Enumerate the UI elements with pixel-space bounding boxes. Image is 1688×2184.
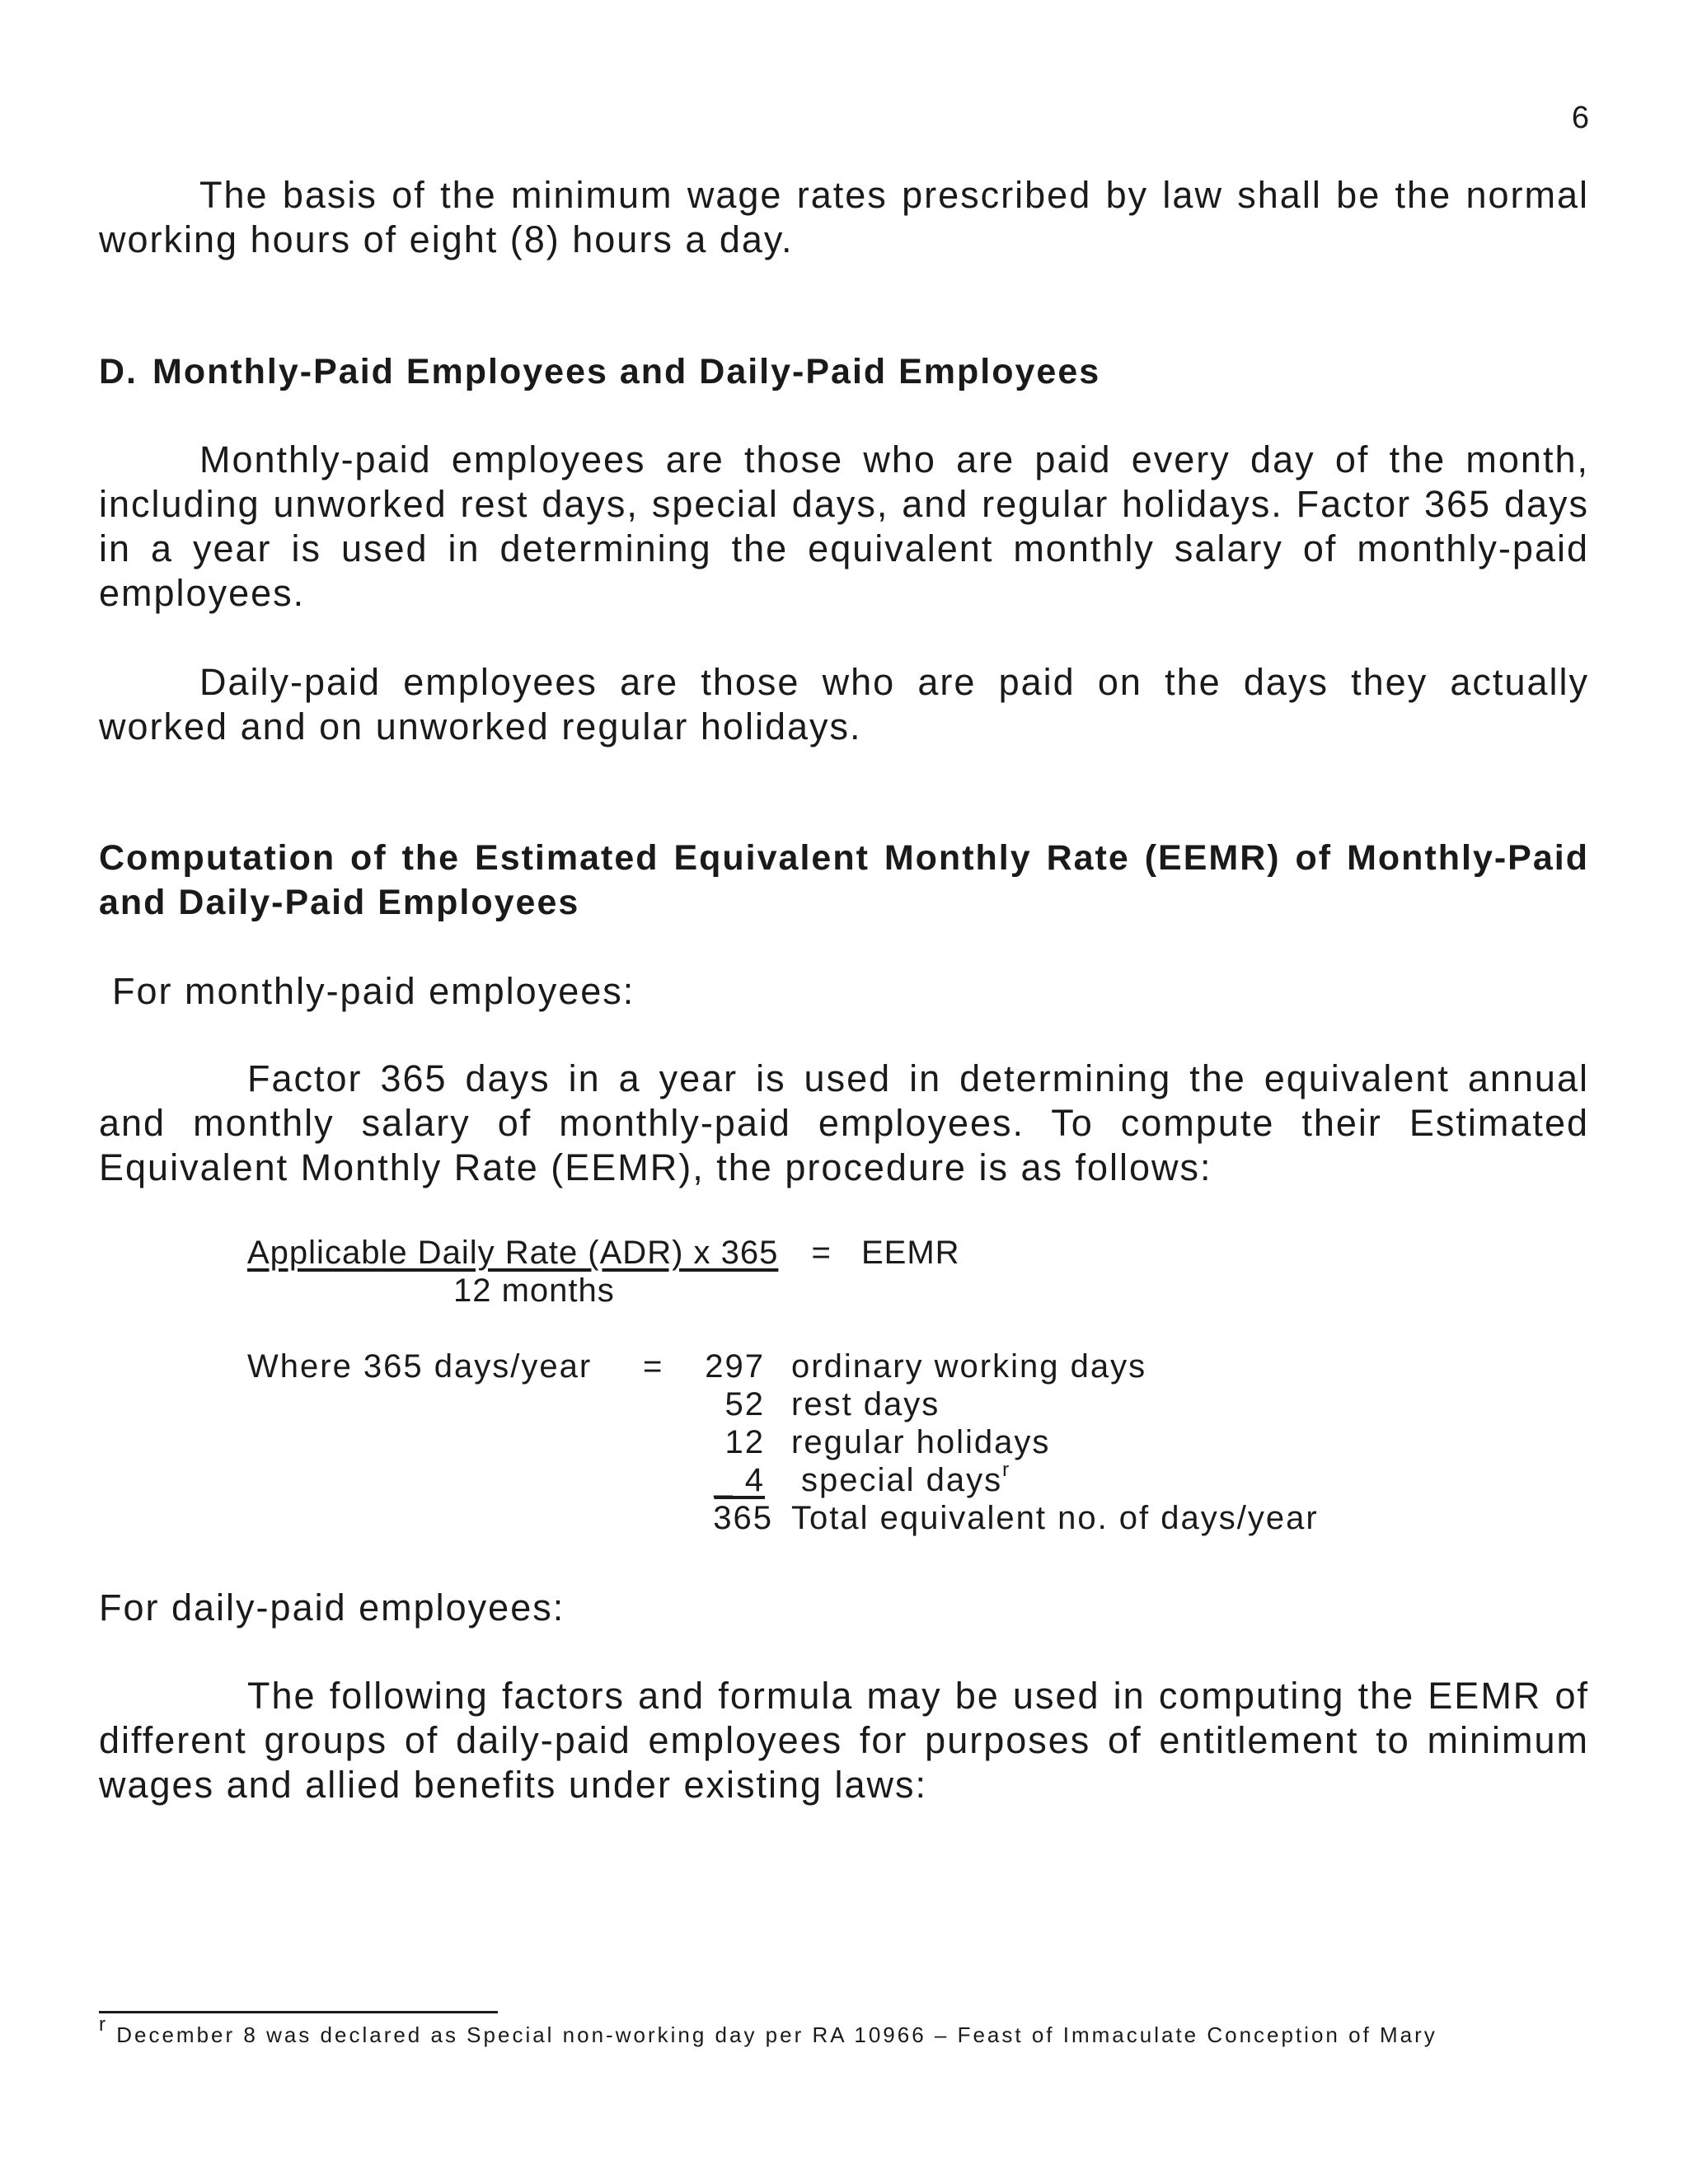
daily-paid-definition: Daily-paid employees are those who are paid on the days they actually worked and on unworked regular holidays. <box>99 661 1589 748</box>
footnote-divider <box>99 2011 498 2013</box>
days-value: 365 <box>713 1500 773 1536</box>
section-letter: D. <box>99 352 138 391</box>
daily-paid-factors-intro: The following factors and formula may be used in computing the EEMR of different groups of daily-paid employees for purposes of entitlement to minimum wages and allied benefits under existing laws: <box>99 1675 1589 1806</box>
formula-equals: = <box>811 1235 832 1271</box>
days-label-with-footnote <box>801 1458 1011 1498</box>
days-label: ordinary working days <box>791 1348 1147 1385</box>
footnote <box>99 2013 1437 2048</box>
days-value: 297 <box>705 1348 765 1385</box>
days-breakdown-lead: Where 365 days/year <box>247 1348 593 1385</box>
formula-numerator: Applicable Daily Rate (ADR) x 365 <box>247 1235 779 1271</box>
monthly-paid-definition: Monthly-paid employees are those who are paid every day of the month, including unworked rest days, special days, and regular holidays. Factor 365 days in a year is used in determining the equivalent monthly salary of monthly-paid employees. <box>99 438 1589 614</box>
days-value: _ 4 <box>714 1462 765 1498</box>
intro-paragraph: The basis of the minimum wage rates prescribed by law shall be the normal working hours of eight (8) hours a day. <box>99 174 1589 260</box>
footnote-marker: r <box>1002 1458 1011 1481</box>
formula-result: EEMR <box>860 1235 960 1271</box>
eemr-formula-numerator-line <box>247 1235 960 1271</box>
section-d-heading <box>99 349 1589 394</box>
page-number: 6 <box>1571 101 1589 135</box>
days-value: 52 <box>724 1386 765 1422</box>
days-label: regular holidays <box>791 1424 1051 1460</box>
days-value: 12 <box>724 1424 765 1460</box>
days-label: special days <box>801 1462 1003 1498</box>
daily-paid-label: For daily-paid employees: <box>99 1586 565 1629</box>
section-title: Monthly-Paid Employees and Daily-Paid Employees <box>152 352 1101 391</box>
days-breakdown-equals: = <box>643 1348 664 1385</box>
computation-heading: Computation of the Estimated Equivalent Monthly Rate (EEMR) of Monthly-Paid and Daily-Paid Employees <box>99 838 1589 922</box>
monthly-paid-label: For monthly-paid employees: <box>112 970 635 1012</box>
days-label: rest days <box>791 1386 940 1422</box>
footnote-text: December 8 was declared as Special non-working day per RA 10966 – Feast of Immaculate Conception of Mary <box>116 2022 1437 2047</box>
monthly-paid-procedure: Factor 365 days in a year is used in determining the equivalent annual and monthly salary of monthly-paid employees. To compute their Estimated Equivalent Monthly Rate (EEMR), the procedure is as follows: <box>99 1057 1589 1188</box>
formula-denominator: 12 months <box>453 1272 615 1309</box>
footnote-mark: r <box>99 2013 108 2036</box>
days-label: Total equivalent no. of days/year <box>791 1500 1319 1536</box>
